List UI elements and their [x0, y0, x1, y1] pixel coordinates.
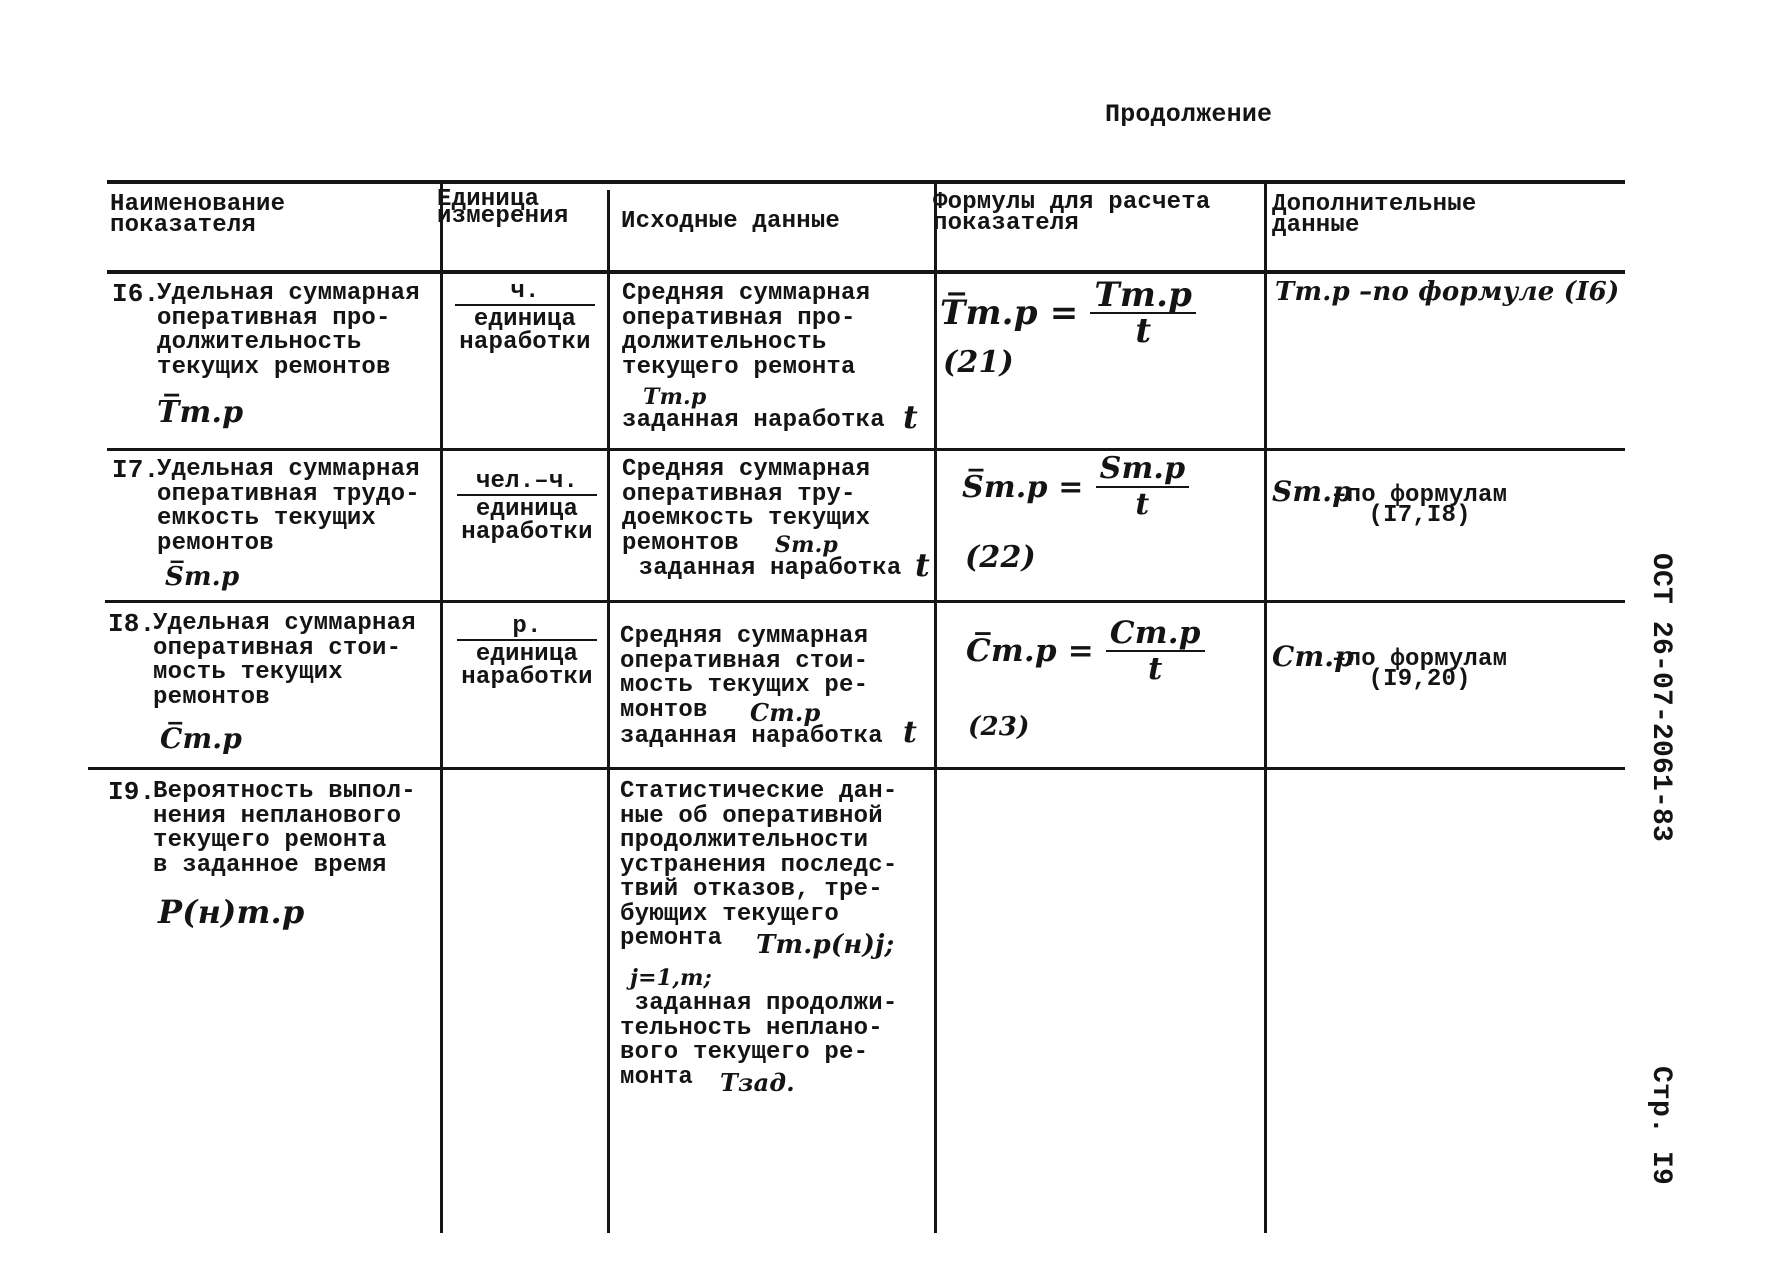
formula-lhs: T̅т.р = — [940, 293, 1079, 333]
formula — [940, 275, 1196, 351]
indicator-symbol: C̅т.р — [160, 722, 243, 755]
extra-symbol: Cт.р — [1272, 640, 1355, 673]
source-tail: заданная наработка — [620, 723, 883, 750]
row-number: I8. — [108, 609, 156, 639]
header-extra: Дополнительные данные — [1272, 191, 1477, 239]
row-number: I9. — [108, 777, 156, 807]
unit-denominator: единица наработки — [461, 641, 593, 691]
table-top-rule — [107, 180, 1625, 184]
source-symbol: Sт.р — [775, 532, 839, 558]
source-text: Статистические дан- ные об оперативной продолжительности устранения последс- твий отказов, тре- бующих текущего ремонта — [620, 778, 898, 952]
unit-numerator: чел.–ч. — [457, 470, 597, 496]
extra-data: –по формулам (I7,I8) — [1332, 482, 1508, 529]
formula-fraction — [1096, 452, 1190, 522]
unit-numerator: р. — [457, 615, 597, 641]
unit-fraction — [445, 280, 605, 354]
row-divider-17 — [105, 600, 1625, 603]
header-source: Исходные данные — [621, 208, 841, 235]
source-text: Средняя суммарная оперативная тру- доемкость текущих ремонтов — [622, 456, 871, 557]
header-bottom-rule — [107, 270, 1625, 274]
source-symbol: Tт.р — [643, 384, 707, 410]
formula-denominator: t — [1148, 651, 1163, 687]
formula-fraction — [1090, 275, 1196, 351]
formula — [962, 452, 1189, 522]
indicator-symbol: T̅т.р — [157, 395, 244, 430]
source-tail: заданная наработка — [624, 555, 902, 582]
unit-denominator: единица наработки — [461, 496, 593, 546]
header-name: Наименование показателя — [110, 191, 286, 239]
formula-numerator: Cт.р — [1106, 616, 1205, 652]
header-formula: Формулы для расчета показателя — [933, 189, 1211, 237]
source-text: Средняя суммарная оперативная про- должительность текущего ремонта — [622, 280, 871, 381]
row-number: I6. — [112, 279, 160, 309]
page-label: Стр. I9 — [1645, 1066, 1676, 1186]
column-divider-4 — [1264, 183, 1267, 1233]
formula-lhs: S̅т.р = — [962, 469, 1084, 505]
extra-symbol: Sт.р — [1272, 475, 1352, 508]
row-divider-16 — [107, 448, 1625, 451]
unit-fraction — [447, 615, 607, 689]
source-tail-symbol: t — [903, 398, 918, 436]
row-name: Удельная суммарная оперативная про- должительность текущих ремонтов — [157, 280, 420, 381]
formula — [966, 616, 1205, 686]
unit-numerator: ч. — [455, 280, 595, 306]
source-symbol: Tт.р(н)j; — [756, 930, 895, 960]
source-tail: заданная продолжи- тельность неплано- вого текущего ре- монта — [620, 990, 898, 1091]
extra-data: Tт.р –по формуле (I6) — [1275, 277, 1620, 307]
formula-numerator: Sт.р — [1096, 452, 1190, 488]
unit-denominator: единица наработки — [459, 306, 591, 356]
source-index: j=1,m; — [630, 965, 712, 991]
row-name: Вероятность выпол- нения непланового текущего ремонта в заданное время — [153, 778, 416, 879]
row-name: Удельная суммарная оперативная трудо- емкость текущих ремонтов — [157, 456, 420, 557]
formula-denominator: t — [1135, 487, 1150, 522]
indicator-symbol: P(н)т.р — [158, 893, 305, 931]
row-divider-18 — [88, 767, 1625, 770]
source-tail-symbol: Tзад. — [720, 1068, 795, 1097]
formula-numerator: Tт.р — [1090, 278, 1196, 314]
formula-number: (22) — [965, 540, 1036, 575]
formula-denominator: t — [1135, 311, 1152, 351]
indicator-symbol: S̅т.р — [165, 562, 240, 592]
continuation-label: Продолжение — [1105, 100, 1273, 129]
source-tail-symbol: t — [915, 546, 930, 584]
source-symbol: Cт.р — [750, 698, 821, 727]
formula-fraction — [1106, 616, 1205, 686]
header-unit: Единица измерения — [437, 186, 569, 230]
column-divider-2 — [607, 190, 610, 1233]
column-divider-3 — [934, 183, 937, 1233]
row-number: I7. — [112, 455, 160, 485]
formula-lhs: C̅т.р = — [966, 633, 1094, 669]
row-name: Удельная суммарная оперативная стои- мость текущих ремонтов — [153, 610, 416, 711]
formula-number: (21) — [943, 345, 1014, 380]
source-tail-symbol: t — [903, 715, 918, 750]
column-divider-1 — [440, 183, 443, 1233]
formula-number: (23) — [968, 712, 1030, 742]
source-tail: заданная наработка — [622, 407, 885, 434]
extra-data: –по формулам (I9,20) — [1332, 646, 1508, 693]
side-code: ОСТ 26-07-2061-83 — [1645, 553, 1676, 843]
source-text: Средняя суммарная оперативная стои- мость текущих ре- монтов — [620, 623, 869, 724]
unit-fraction — [447, 470, 607, 544]
